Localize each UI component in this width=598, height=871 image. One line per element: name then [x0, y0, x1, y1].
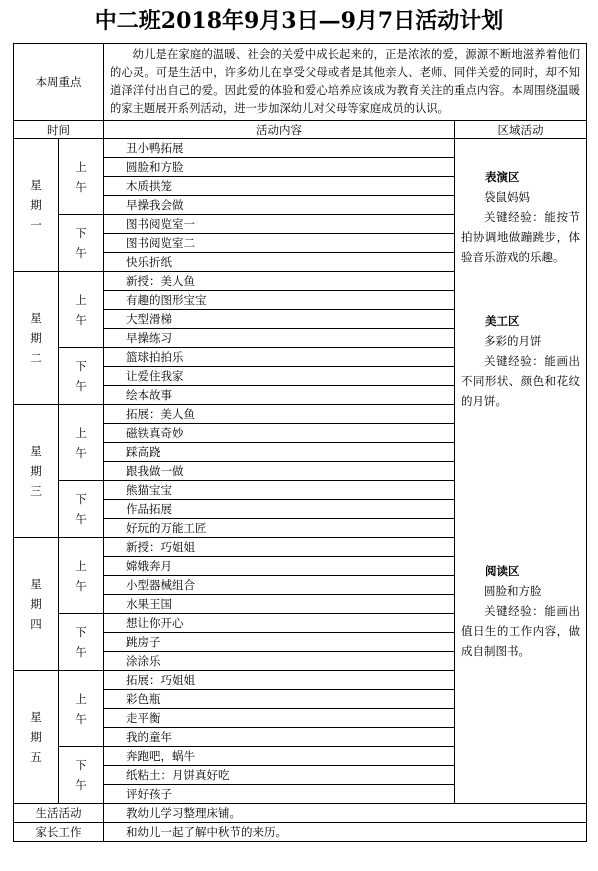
activity-item: 图书阅览室二	[104, 234, 455, 253]
activity-item: 圆脸和方脸	[104, 158, 455, 177]
activity-item: 我的童年	[104, 728, 455, 747]
period-label-char: 下	[75, 359, 87, 373]
activity-item: 新授：美人鱼	[104, 272, 455, 291]
activity-item: 跟我做一做	[104, 462, 455, 481]
period-label-char: 午	[75, 578, 87, 593]
daily-life-text: 教幼儿学习整理床铺。	[104, 804, 587, 823]
afternoon-label	[59, 747, 104, 804]
day-label	[14, 272, 59, 405]
afternoon-label	[59, 481, 104, 538]
day-label-char: 期	[30, 331, 42, 345]
activity-item: 让爱住我家	[104, 367, 455, 386]
period-label-char: 午	[75, 312, 87, 327]
parent-work-label: 家长工作	[14, 823, 104, 842]
day-label	[14, 671, 59, 804]
area-title: 美工区	[485, 314, 520, 328]
day-label-char: 星	[30, 444, 42, 458]
morning-label	[59, 671, 104, 747]
day-label-char: 期	[30, 730, 42, 744]
activity-item: 拓展：巧姐姐	[104, 671, 455, 690]
morning-label	[59, 272, 104, 348]
day-label-char: 期	[30, 464, 42, 478]
header-time: 时间	[14, 121, 104, 139]
activity-item: 走平衡	[104, 709, 455, 728]
day-label-char: 四	[30, 617, 42, 631]
focus-label: 本周重点	[14, 44, 104, 121]
area-activities	[455, 139, 587, 804]
activity-item: 早操练习	[104, 329, 455, 348]
header-content: 活动内容	[104, 121, 455, 139]
period-label-char: 下	[75, 492, 87, 506]
activity-item: 磁铁真奇妙	[104, 424, 455, 443]
activity-item: 快乐折纸	[104, 253, 455, 272]
parent-work-text: 和幼儿一起了解中秋节的来历。	[104, 823, 587, 842]
activity-item: 想让你开心	[104, 614, 455, 633]
day-label	[14, 139, 59, 272]
header-area: 区域活动	[455, 121, 587, 139]
page-title: 中二班2018年9月3日—9月7日活动计划	[94, 8, 504, 34]
day-label-char: 期	[30, 198, 42, 212]
activity-item: 早操我会做	[104, 196, 455, 215]
area-title: 表演区	[485, 170, 520, 184]
period-label-char: 上	[75, 558, 87, 573]
period-label-char: 午	[75, 379, 87, 393]
afternoon-label	[59, 348, 104, 405]
afternoon-label	[59, 614, 104, 671]
activity-item: 丑小鸭拓展	[104, 139, 455, 158]
area-name: 圆脸和方脸	[484, 584, 542, 598]
day-label	[14, 538, 59, 671]
period-label-char: 上	[75, 691, 87, 706]
day-label-char: 星	[30, 577, 42, 591]
period-label-char: 上	[75, 425, 87, 440]
day-label-char: 星	[30, 311, 42, 325]
period-label-char: 午	[75, 246, 87, 260]
period-label-char: 午	[75, 778, 87, 792]
area-description: 关键经验：能画出值日生的工作内容，做成自制图书。	[461, 604, 581, 658]
footer-row	[14, 823, 587, 842]
activity-item: 评好孩子	[104, 785, 455, 804]
activity-item: 嫦娥奔月	[104, 557, 455, 576]
period-label-char: 上	[75, 159, 87, 174]
period-label-char: 午	[75, 179, 87, 194]
afternoon-label	[59, 215, 104, 272]
period-label-char: 午	[75, 445, 87, 460]
period-label-char: 午	[75, 645, 87, 659]
activity-item: 水果王国	[104, 595, 455, 614]
activity-item: 踩高跷	[104, 443, 455, 462]
area-description: 关键经验：能按节拍协调地做蹦跳步，体验音乐游戏的乐趣。	[461, 210, 581, 264]
plan-table	[13, 43, 587, 842]
activity-item: 奔跑吧，蜗牛	[104, 747, 455, 766]
day-label-char: 期	[30, 597, 42, 611]
period-label-char: 下	[75, 758, 87, 772]
day-label	[14, 405, 59, 538]
period-label-char: 午	[75, 711, 87, 726]
area-name: 袋鼠妈妈	[484, 190, 530, 204]
period-label-char: 上	[75, 292, 87, 307]
activity-row	[14, 139, 587, 158]
period-label-char: 下	[75, 226, 87, 240]
activity-item: 图书阅览室一	[104, 215, 455, 234]
activity-item: 拓展：美人鱼	[104, 405, 455, 424]
activity-item: 纸粘土：月饼真好吃	[104, 766, 455, 785]
area-name: 多彩的月饼	[484, 334, 542, 348]
period-label-char: 午	[75, 512, 87, 526]
area-title: 阅读区	[485, 564, 520, 578]
area-block	[461, 311, 580, 411]
day-label-char: 星	[30, 178, 42, 192]
focus-row	[14, 44, 587, 121]
day-label-char: 二	[30, 351, 42, 365]
footer-row	[14, 804, 587, 823]
morning-label	[59, 538, 104, 614]
activity-item: 绘本故事	[104, 386, 455, 405]
activity-item: 跳房子	[104, 633, 455, 652]
activity-item: 木质拱笼	[104, 177, 455, 196]
period-label-char: 下	[75, 625, 87, 639]
day-label-char: 星	[30, 710, 42, 724]
focus-text: 幼儿是在家庭的温暖、社会的关爱中成长起来的，正是浓浓的爱，源源不断地滋养着他们的心灵。可是生活中，许多幼儿在享受父母或者是其他亲人、老师、同伴关爱的同时，却不知道泽洋付出自己的爱。因此爱的体验和爱心培养应该成为教育关注的重点内容。本周围绕温暖的家主题展开系列活动，进一步加深幼儿对父母等家庭成员的认识。	[104, 44, 587, 121]
morning-label	[59, 139, 104, 215]
area-block	[461, 561, 580, 661]
activity-item: 彩色瓶	[104, 690, 455, 709]
header-row	[14, 121, 587, 139]
day-label-char: 五	[30, 750, 42, 764]
morning-label	[59, 405, 104, 481]
activity-item: 小型器械组合	[104, 576, 455, 595]
day-label-char: 一	[30, 218, 42, 232]
daily-life-label: 生活活动	[14, 804, 104, 823]
activity-item: 作品拓展	[104, 500, 455, 519]
activity-item: 有趣的图形宝宝	[104, 291, 455, 310]
activity-item: 好玩的万能工匠	[104, 519, 455, 538]
day-label-char: 三	[30, 484, 42, 498]
activity-item: 涂涂乐	[104, 652, 455, 671]
area-description: 关键经验：能画出不同形状、颜色和花纹的月饼。	[461, 354, 581, 408]
activity-item: 熊猫宝宝	[104, 481, 455, 500]
activity-item: 篮球拍拍乐	[104, 348, 455, 367]
activity-item: 新授：巧姐姐	[104, 538, 455, 557]
area-block	[461, 167, 580, 267]
activity-item: 大型滑梯	[104, 310, 455, 329]
